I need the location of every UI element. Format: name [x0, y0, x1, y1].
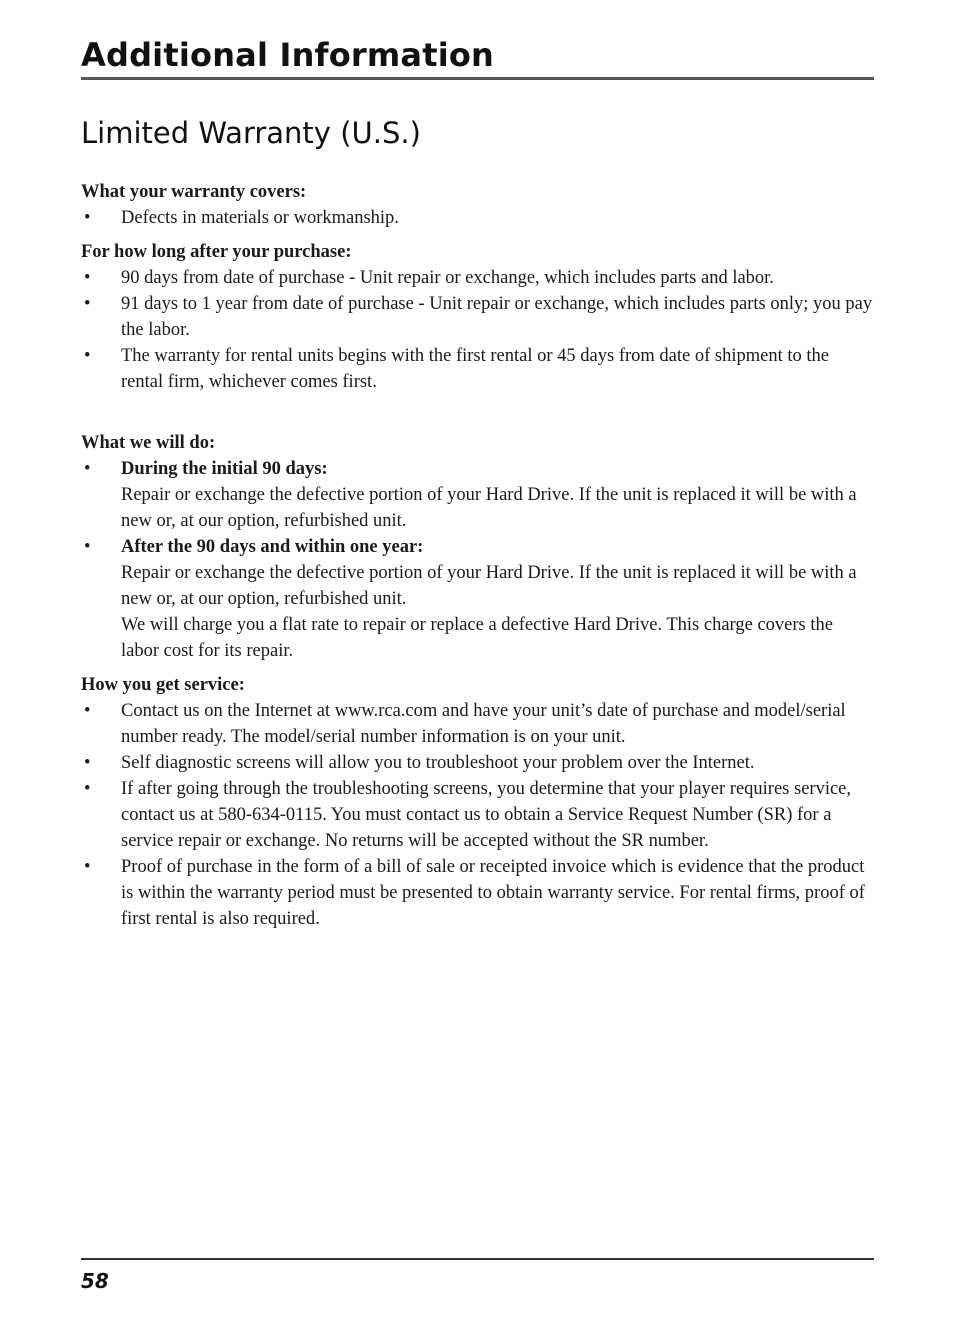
list-item-text: Repair or exchange the defective portion of your Hard Drive. If the unit is replaced it will be with a new or, at our option, refurbished unit. — [121, 485, 857, 531]
bullet-icon: • — [84, 459, 91, 479]
bullet-icon: • — [84, 346, 91, 366]
bullet-icon: • — [84, 779, 91, 799]
bullet-icon: • — [84, 294, 91, 314]
list-item-text: 91 days to 1 year from date of purchase - Unit repair or exchange, which includes parts only; you pay the labor. — [121, 294, 873, 340]
list-item — [81, 205, 874, 231]
service-list — [81, 698, 874, 932]
list-item-text: If after going through the troubleshooting screens, you determine that your player requires service, contact us at 580-634-0115. You must contact us to obtain a Service Request Number (SR) for a service repair or exchange. No returns will be accepted without the SR number. — [121, 779, 852, 851]
list-item — [81, 534, 874, 664]
list-item-text: 90 days from date of purchase - Unit repair or exchange, which includes parts and labor. — [121, 268, 774, 288]
list-item — [81, 698, 874, 750]
list-item-text: Contact us on the Internet at www.rca.com and have your unit’s date of purchase and model/serial number ready. The model/serial number information is on your unit. — [121, 701, 846, 747]
list-item — [81, 456, 874, 534]
list-item-text: Repair or exchange the defective portion of your Hard Drive. If the unit is replaced it will be with a new or, at our option, refurbished unit. — [121, 563, 857, 609]
list-item — [81, 291, 874, 343]
bullet-icon: • — [84, 537, 91, 557]
footer-divider — [81, 1258, 874, 1260]
list-item — [81, 854, 874, 932]
list-item-text: The warranty for rental units begins with the first rental or 45 days from date of shipment to the rental firm, whichever comes first. — [121, 346, 829, 392]
list-item-title: During the initial 90 days: — [121, 459, 328, 479]
will-do-list — [81, 456, 874, 664]
header-divider — [81, 77, 874, 80]
list-item — [81, 343, 874, 395]
bullet-icon: • — [84, 701, 91, 721]
bullet-icon: • — [84, 268, 91, 288]
list-item-text: Self diagnostic screens will allow you to troubleshoot your problem over the Internet. — [121, 753, 755, 773]
section-header-title: Additional Information — [81, 36, 495, 74]
service-heading: How you get service: — [81, 675, 245, 695]
list-item-text: Defects in materials or workmanship. — [121, 208, 399, 228]
bullet-icon: • — [84, 857, 91, 877]
bullet-icon: • — [84, 208, 91, 228]
covers-heading: What your warranty covers: — [81, 182, 307, 202]
list-item-text: Proof of purchase in the form of a bill of sale or receipted invoice which is evidence that the product is within the warranty period must be presented to obtain warranty service. For rental firms, proof of first rental is also required. — [121, 857, 865, 929]
page-title: Limited Warranty (U.S.) — [81, 116, 421, 150]
duration-list — [81, 265, 874, 395]
list-item — [81, 750, 874, 776]
list-item — [81, 776, 874, 854]
page-number: 58 — [81, 1269, 109, 1293]
bullet-icon: • — [84, 753, 91, 773]
list-item-text: We will charge you a flat rate to repair or replace a defective Hard Drive. This charge covers the labor cost for its repair. — [121, 615, 833, 661]
warranty-content — [81, 179, 874, 932]
covers-list — [81, 205, 874, 231]
list-item — [81, 265, 874, 291]
will-do-heading: What we will do: — [81, 433, 216, 453]
duration-heading: For how long after your purchase: — [81, 242, 352, 262]
list-item-title: After the 90 days and within one year: — [121, 537, 424, 557]
